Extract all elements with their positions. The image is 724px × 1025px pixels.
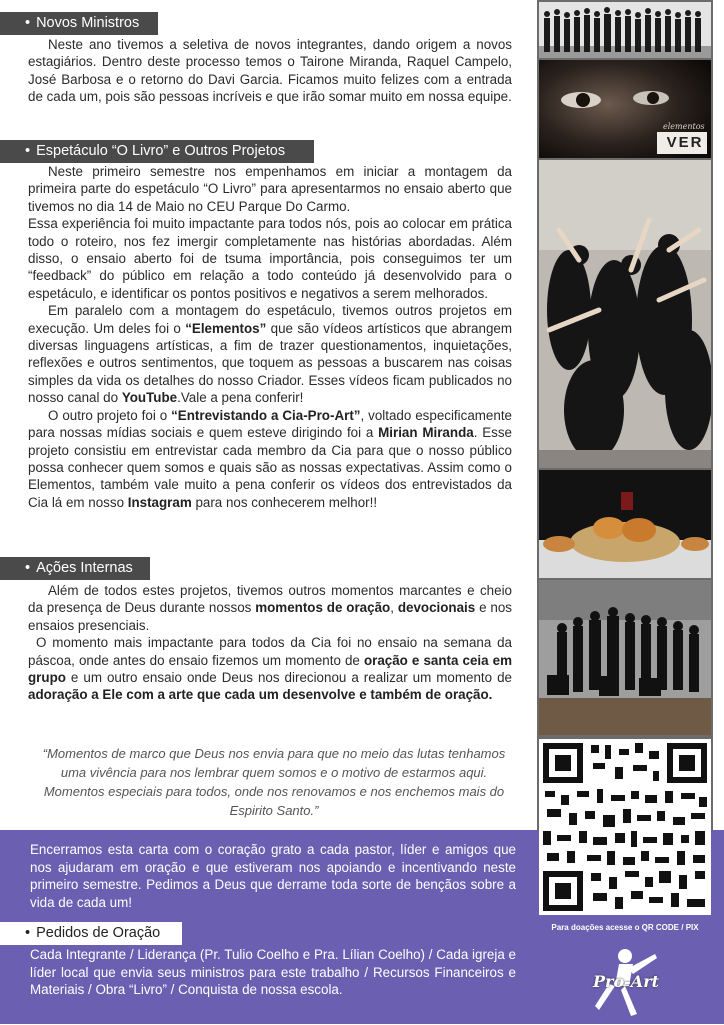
pro-art-logo	[585, 944, 665, 1020]
section-heading-novos-ministros: • Novos Ministros	[0, 12, 158, 35]
bullet-icon: •	[25, 143, 31, 159]
instagram-mention: Instagram	[127, 494, 192, 510]
paragraph: O momento mais impactante para todos da Cia foi no ensaio na semana da páscoa, onde antes do ensaio fizemos um momento de oração e santa ceia em grupo e um outro ensaio onde Deus nos direcionou a realizar um momento de adoração a Ele com a arte que cada um desenvolve e também de oração.	[28, 635, 512, 703]
paragraph: Neste primeiro semestre nos empenhamos em iniciar a montagem da primeira parte do espetáculo “O Livro” para apresentarmos no ensaio aberto que tivemos no dia 14 de Maio no CEU Parque Do Carmo.	[28, 164, 512, 214]
quote-text: “Momentos de marco que Deus nos envia para que no meio das lutas tenhamos uma vivência para nos lembrar quem somos e o motivo de estarmos aqui. Momentos especiais para todos, onde nos renovamos e nos enchemos mais do Espirito Santo.”	[42, 746, 506, 818]
prayer-requests-text: Cada Integrante / Liderança (Pr. Tulio Coelho e Pra. Lílian Coelho) / Cada igreja e líder local que envia seus ministros para este trabalho / Recursos Financeiros e Materiais / Obra “Livro” / Conquista de nossa escola.	[30, 947, 516, 998]
donation-qr-code[interactable]	[539, 739, 711, 915]
section-body-espetaculo	[28, 163, 512, 511]
bullet-icon: •	[25, 560, 31, 576]
photo-group-pose	[539, 580, 711, 735]
section-heading-espetaculo: • Espetáculo “O Livro” e Outros Projetos	[0, 140, 314, 163]
closing-text: Encerramos esta carta com o coração grato a cada pastor, líder e amigos que nos ajudaram em oração e que estiveram nos apoiando e incentivando neste primeiro semestre. Pedimos a Deus que derrame toda sorte de bençãos sobre a vida de cada um!	[30, 842, 516, 910]
paragraph: Em paralelo com a montagem do espetáculo, tivemos outros projetos em execução. Um deles foi o “Elementos” que são vídeos artísticos que abrangem diversas linguagens artísticas, a fim de trazer questionamentos, inquietações, reflexões e outros sentimentos, que toquem as pessoas a buscarem nas coisas simples da vida os detalhes do nosso Criador. Esses vídeos ficam publicados no nosso canal do YouTube.Vale a pena conferir!	[28, 303, 512, 406]
ver-label: VER	[666, 134, 704, 151]
qr-caption: Para doações acesse o QR CODE / PIX	[551, 923, 699, 932]
paragraph: Essa experiência foi muito impactante para todos nós, pois ao colocar em prática todo o roteiro, nos fez imergir completamente nas histórias abordadas. Além disso, o ensaio aberto foi de tsuma importância, pois conseguimos ter um “feedback” do público em relação a todo conteúdo já desenvolvido para o espetáculo, e identificar os pontos positivos e negativos a serem melhorados.	[28, 216, 512, 301]
section-body-acoes-internas	[28, 582, 512, 704]
bullet-icon: •	[25, 15, 31, 31]
paragraph: Além de todos estes projetos, tivemos outros momentos marcantes e cheio da presença de Deus durante nossos momentos de oração, devocionais e nos ensaios presenciais.	[28, 583, 512, 633]
section-heading-pedidos: • Pedidos de Oração	[0, 922, 182, 945]
photo-group-stage	[539, 2, 711, 58]
photo-eyes-closeup	[539, 60, 711, 158]
photo-dancers	[539, 160, 711, 468]
section-heading-acoes-internas: • Ações Internas	[0, 557, 150, 580]
youtube-mention: YouTube	[121, 390, 178, 406]
elementos-label: elementos	[663, 122, 705, 131]
logo-text: Pro-Art	[593, 972, 660, 991]
paragraph: O outro projeto foi o “Entrevistando a Cia-Pro-Art”, voltado especificamente para nossas mídias sociais e quem esteve dirigindo foi a Mirian Miranda. Esse projeto consistiu em entrevistar cada membro da Cia para que o nosso público possa conhecer quem somos e quais são as nossas expectativas. Assim como o Elementos, também vale muito a pena conferir os vídeos dos entrevistados da Cia lá em nosso Instagram para nos conhecerem melhor!!	[28, 407, 512, 510]
section-body-novos-ministros: Neste ano tivemos a seletiva de novos integrantes, dando origem a novos estagiários. Dentro deste processo temos o Tairone Miranda, Raquel Campelo, José Barbosa e o retorno do Davi Garcia. Ficamos muito felizes com a entrada de cada um, pois são pessoas incríveis e que irão somar muito em nossa equipe.	[28, 37, 512, 105]
bullet-icon: •	[25, 925, 31, 941]
photo-bread-communion	[539, 470, 711, 578]
